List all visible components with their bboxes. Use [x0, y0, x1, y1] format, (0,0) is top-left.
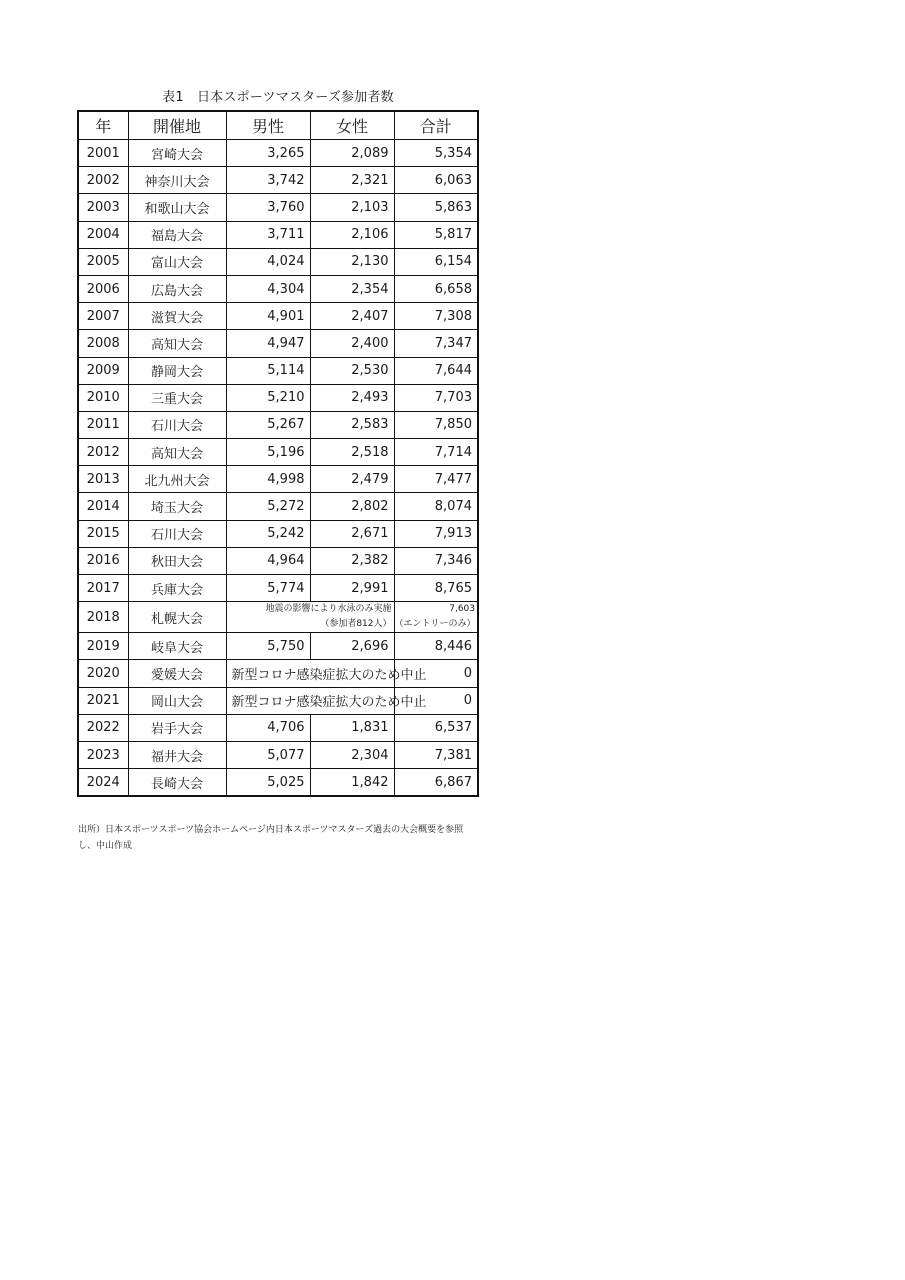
- cell-male: 4,706: [226, 714, 310, 741]
- table-row: [78, 194, 478, 221]
- table-row: [78, 330, 478, 357]
- earthquake-note-line1: 地震の影響により水泳のみ実施: [265, 604, 392, 615]
- cell-total: 5,354: [394, 140, 478, 167]
- cell-female: 2,130: [310, 248, 394, 275]
- table-row: [78, 167, 478, 194]
- cell-venue: 宮崎大会: [128, 140, 226, 167]
- cell-male: 5,750: [226, 633, 310, 660]
- total-entries: 7,603: [449, 604, 475, 615]
- cell-total: 6,063: [394, 167, 478, 194]
- cell-male: 5,077: [226, 741, 310, 768]
- cell-female: 2,354: [310, 275, 394, 302]
- cell-year: 2003: [78, 194, 128, 221]
- header-venue: 開催地: [128, 111, 226, 140]
- cell-male: 3,711: [226, 221, 310, 248]
- table-row: [78, 411, 478, 438]
- cell-venue: 岡山大会: [128, 687, 226, 714]
- cell-total: 7,381: [394, 741, 478, 768]
- table-row: [78, 466, 478, 493]
- cell-total: 5,863: [394, 194, 478, 221]
- cell-male: 4,304: [226, 275, 310, 302]
- cell-female: 2,106: [310, 221, 394, 248]
- cell-venue: 岐阜大会: [128, 633, 226, 660]
- cell-female: 2,479: [310, 466, 394, 493]
- table-row: [78, 275, 478, 302]
- cell-year: 2014: [78, 493, 128, 520]
- cell-male: 4,998: [226, 466, 310, 493]
- header-male: 男性: [226, 111, 310, 140]
- cell-venue: 静岡大会: [128, 357, 226, 384]
- cell-female: 2,518: [310, 439, 394, 466]
- cell-male: 5,025: [226, 769, 310, 797]
- cell-year: 2020: [78, 660, 128, 687]
- cell-female: 1,842: [310, 769, 394, 797]
- cell-total: 6,867: [394, 769, 478, 797]
- cell-year: 2008: [78, 330, 128, 357]
- cancel-note: 新型コロナ感染症拡大のため中止: [226, 660, 394, 687]
- cell-year: 2006: [78, 275, 128, 302]
- cell-total: 7,308: [394, 303, 478, 330]
- cell-year: 2001: [78, 140, 128, 167]
- table-row: [78, 520, 478, 547]
- table-row: [78, 221, 478, 248]
- earthquake-note-line2: （参加者812人）: [320, 619, 392, 630]
- table-row-2021: [78, 687, 478, 714]
- cell-year: 2019: [78, 633, 128, 660]
- table-row: [78, 493, 478, 520]
- cell-venue: 長崎大会: [128, 769, 226, 797]
- cell-female: 2,802: [310, 493, 394, 520]
- participants-table: [77, 110, 479, 797]
- cell-female: 2,583: [310, 411, 394, 438]
- cell-female: 2,400: [310, 330, 394, 357]
- table-row: [78, 439, 478, 466]
- cell-venue: 愛媛大会: [128, 660, 226, 687]
- table-row: [78, 547, 478, 574]
- cell-total: 6,658: [394, 275, 478, 302]
- cell-total: 7,346: [394, 547, 478, 574]
- cell-female: 2,696: [310, 633, 394, 660]
- earthquake-note: [226, 602, 394, 633]
- cell-venue: 三重大会: [128, 384, 226, 411]
- header-row: [78, 111, 478, 140]
- cell-venue: 高知大会: [128, 330, 226, 357]
- table-row: [78, 714, 478, 741]
- table-row: [78, 357, 478, 384]
- cell-total: 0: [394, 687, 478, 714]
- cell-year: 2021: [78, 687, 128, 714]
- cell-female: 2,089: [310, 140, 394, 167]
- cell-female: 2,103: [310, 194, 394, 221]
- cell-total: 7,703: [394, 384, 478, 411]
- cell-total: 7,347: [394, 330, 478, 357]
- table-row: [78, 633, 478, 660]
- table-row: [78, 769, 478, 797]
- source-note: 出所）日本スポーツスポーツ協会ホームページ内日本スポーツマスターズ過去の大会概要を参照し、中山作成: [78, 825, 464, 851]
- cell-female: 2,407: [310, 303, 394, 330]
- cell-total: 7,714: [394, 439, 478, 466]
- table-row: [78, 140, 478, 167]
- table-row: [78, 303, 478, 330]
- cell-year: 2015: [78, 520, 128, 547]
- table-row: [78, 248, 478, 275]
- cell-year: 2002: [78, 167, 128, 194]
- cell-total: 7,913: [394, 520, 478, 547]
- cell-total: 8,446: [394, 633, 478, 660]
- cell-male: 3,760: [226, 194, 310, 221]
- cell-male: 3,265: [226, 140, 310, 167]
- cell-venue: 福井大会: [128, 741, 226, 768]
- cell-venue: 石川大会: [128, 520, 226, 547]
- cell-male: 4,964: [226, 547, 310, 574]
- cell-year: 2024: [78, 769, 128, 797]
- cell-venue: 石川大会: [128, 411, 226, 438]
- cell-total: 7,644: [394, 357, 478, 384]
- cell-total: 8,074: [394, 493, 478, 520]
- cell-male: 5,210: [226, 384, 310, 411]
- cell-venue: 兵庫大会: [128, 575, 226, 602]
- header-female: 女性: [310, 111, 394, 140]
- cell-total: [394, 602, 478, 633]
- cell-female: 2,991: [310, 575, 394, 602]
- cell-venue: 高知大会: [128, 439, 226, 466]
- cell-year: 2012: [78, 439, 128, 466]
- cell-female: 2,671: [310, 520, 394, 547]
- cell-venue: 札幌大会: [128, 602, 226, 633]
- cell-venue: 広島大会: [128, 275, 226, 302]
- table-row: [78, 741, 478, 768]
- cell-total: 7,477: [394, 466, 478, 493]
- header-year: 年: [78, 111, 128, 140]
- cell-year: 2011: [78, 411, 128, 438]
- cell-venue: 神奈川大会: [128, 167, 226, 194]
- table-row: [78, 384, 478, 411]
- cell-year: 2009: [78, 357, 128, 384]
- table-caption: 表1 日本スポーツマスターズ参加者数: [162, 90, 394, 105]
- cell-venue: 岩手大会: [128, 714, 226, 741]
- cell-venue: 北九州大会: [128, 466, 226, 493]
- cell-male: 5,267: [226, 411, 310, 438]
- cell-total: 6,154: [394, 248, 478, 275]
- cancel-note: 新型コロナ感染症拡大のため中止: [226, 687, 394, 714]
- cell-male: 5,272: [226, 493, 310, 520]
- cell-total: 5,817: [394, 221, 478, 248]
- cell-male: 4,024: [226, 248, 310, 275]
- cell-female: 2,382: [310, 547, 394, 574]
- cell-female: 2,304: [310, 741, 394, 768]
- cell-male: 5,774: [226, 575, 310, 602]
- table-row-2018: [78, 602, 478, 633]
- cell-venue: 秋田大会: [128, 547, 226, 574]
- table-row: [78, 575, 478, 602]
- cell-venue: 福島大会: [128, 221, 226, 248]
- cell-male: 5,242: [226, 520, 310, 547]
- cell-total: 7,850: [394, 411, 478, 438]
- cell-venue: 滋賀大会: [128, 303, 226, 330]
- cell-female: 2,493: [310, 384, 394, 411]
- cell-year: 2016: [78, 547, 128, 574]
- table-row-2020: [78, 660, 478, 687]
- cell-year: 2005: [78, 248, 128, 275]
- cell-year: 2007: [78, 303, 128, 330]
- cell-male: 3,742: [226, 167, 310, 194]
- cell-female: 1,831: [310, 714, 394, 741]
- cell-female: 2,530: [310, 357, 394, 384]
- cell-year: 2010: [78, 384, 128, 411]
- cell-venue: 富山大会: [128, 248, 226, 275]
- cell-year: 2023: [78, 741, 128, 768]
- cell-year: 2004: [78, 221, 128, 248]
- cell-male: 5,196: [226, 439, 310, 466]
- header-total: 合計: [394, 111, 478, 140]
- cell-male: 4,901: [226, 303, 310, 330]
- cell-year: 2017: [78, 575, 128, 602]
- cell-year: 2018: [78, 602, 128, 633]
- cell-total: 0: [394, 660, 478, 687]
- cell-total: 6,537: [394, 714, 478, 741]
- total-entries-note: （エントリーのみ）: [394, 619, 476, 630]
- cell-year: 2013: [78, 466, 128, 493]
- cell-year: 2022: [78, 714, 128, 741]
- cell-male: 4,947: [226, 330, 310, 357]
- cell-male: 5,114: [226, 357, 310, 384]
- cell-venue: 埼玉大会: [128, 493, 226, 520]
- cell-venue: 和歌山大会: [128, 194, 226, 221]
- cell-female: 2,321: [310, 167, 394, 194]
- cell-total: 8,765: [394, 575, 478, 602]
